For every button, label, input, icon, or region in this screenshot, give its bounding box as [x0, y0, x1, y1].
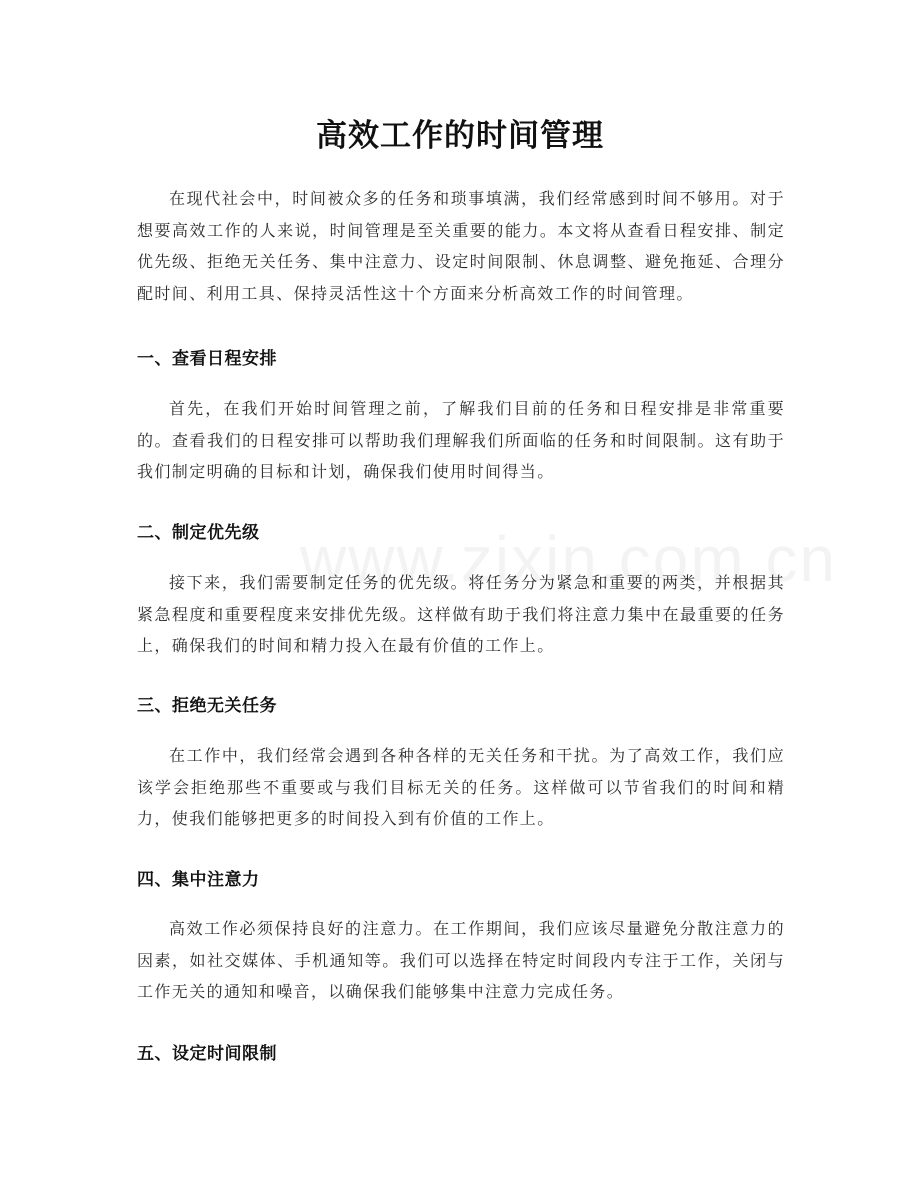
section-body-2: 接下来，我们需要制定任务的优先级。将任务分为紧急和重要的两类，并根据其紧急程度和重要程度来安排优先级。这样做有助于我们将注意力集中在最重要的任务上，确保我们的时间和精力投入在最有价值的工作上。 [137, 573, 785, 655]
section-body-4: 高效工作必须保持良好的注意力。在工作期间，我们应该尽量避免分散注意力的因素，如社交媒体、手机通知等。我们可以选择在特定时间段内专注于工作，关闭与工作无关的通知和噪音，以确保我们能够集中注意力完成任务。 [137, 919, 785, 1001]
section-body-1: 首先，在我们开始时间管理之前，了解我们目前的任务和日程安排是非常重要的。查看我们的日程安排可以帮助我们理解我们所面临的任务和时间限制。这有助于我们制定明确的目标和计划，确保我们使用时间得当。 [137, 399, 785, 481]
document-title: 高效工作的时间管理 [316, 118, 604, 154]
section-heading-2: 二、制定优先级 [137, 523, 260, 543]
section-heading-3: 三、拒绝无关任务 [137, 696, 277, 716]
intro-paragraph: 在现代社会中，时间被众多的任务和琐事填满，我们经常感到时间不够用。对于想要高效工作的人来说，时间管理是至关重要的能力。本文将从查看日程安排、制定优先级、拒绝无关任务、集中注意力、设定时间限制、休息调整、避免拖延、合理分配时间、利用工具、保持灵活性这十个方面来分析高效工作的时间管理。 [137, 189, 785, 303]
section-heading-4: 四、集中注意力 [137, 870, 260, 890]
section-heading-5: 五、设定时间限制 [137, 1044, 277, 1064]
section-body-3: 在工作中，我们经常会遇到各种各样的无关任务和干扰。为了高效工作，我们应该学会拒绝那些不重要或与我们目标无关的任务。这样做可以节省我们的时间和精力，使我们能够把更多的时间投入到有价值的工作上。 [137, 746, 785, 828]
section-heading-1: 一、查看日程安排 [137, 349, 277, 369]
